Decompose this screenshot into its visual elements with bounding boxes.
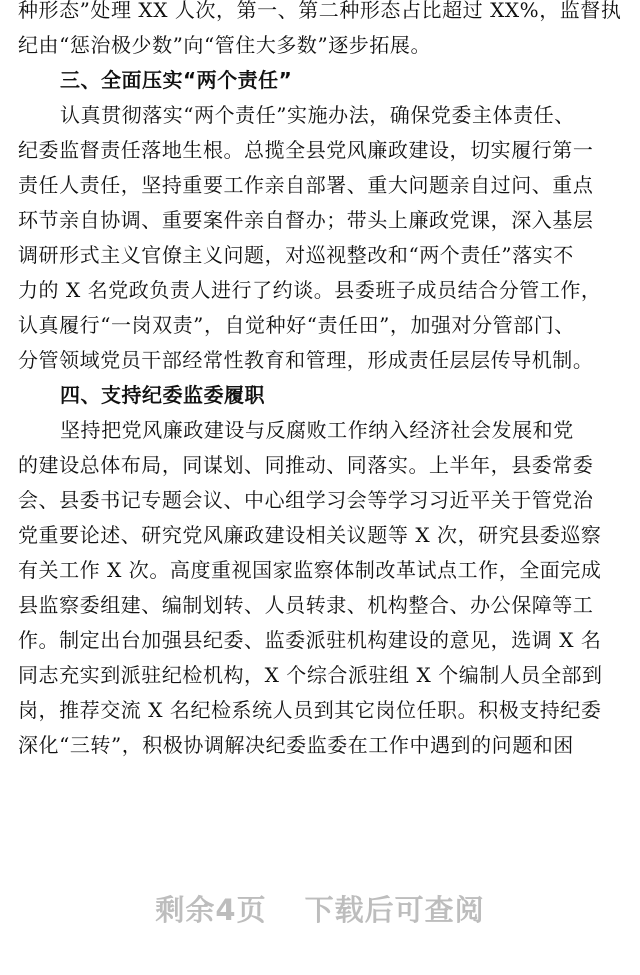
paragraph-line: 认真履行“一岗双责”，自觉种好“责任田”，加强对分管部门、 <box>18 313 575 337</box>
paragraph-line: 责任人责任，坚持重要工作亲自部署、重大问题亲自过问、重点 <box>18 173 594 197</box>
section-4 <box>18 381 622 759</box>
paragraph-line: 认真贯彻落实“两个责任”实施办法，确保党委主体责任、 <box>60 103 575 127</box>
paragraph-line: 岗，推荐交流 X 名纪检系统人员到其它岗位任职。积极支持纪委 <box>18 698 602 722</box>
top-paragraph <box>18 0 622 59</box>
paragraph-line: 环节亲自协调、重要案件亲自督办；带头上廉政党课，深入基层 <box>18 208 594 232</box>
paragraph-line: 坚持把党风廉政建设与反腐败工作纳入经济社会发展和党 <box>60 418 574 442</box>
document-body <box>18 0 622 759</box>
remaining-pages-label: 剩余4页 <box>155 893 267 927</box>
paragraph-line: 的建设总体布局，同谋划、同推动、同落实。上半年，县委常委 <box>18 453 594 477</box>
paragraph-line: 种形态”处理 XX 人次，第一、第二种形态占比超过 XX%，监督执 <box>18 0 622 22</box>
paragraph-line: 深化“三转”，积极协调解决纪委监委在工作中遇到的问题和困 <box>18 733 574 757</box>
download-prompt-banner[interactable] <box>0 888 640 929</box>
paragraph-line: 会、县委书记专题会议、中心组学习会等学习习近平关于管党治 <box>18 488 594 512</box>
paragraph-line: 纪由“惩治极少数”向“管住大多数”逐步拓展。 <box>18 33 431 57</box>
paragraph-line: 同志充实到派驻纪检机构，X 个综合派驻组 X 个编制人员全部到 <box>18 663 603 687</box>
paragraph-line: 党重要论述、研究党风廉政建设相关议题等 X 次，研究县委巡察 <box>18 523 602 547</box>
paragraph-line: 分管领域党员干部经常性教育和管理，形成责任层层传导机制。 <box>18 348 594 372</box>
paragraph-line: 作。制定出台加强县纪委、监委派驻机构建设的意见，选调 X 名 <box>18 628 602 652</box>
paragraph-line: 县监察委组建、编制划转、人员转隶、机构整合、办公保障等工 <box>18 593 594 617</box>
section-3 <box>18 66 622 374</box>
paragraph-line: 纪委监督责任落地生根。总揽全县党风廉政建设，切实履行第一 <box>18 138 594 162</box>
paragraph-line: 有关工作 X 次。高度重视国家监察体制改革试点工作，全面完成 <box>18 558 602 582</box>
download-to-view-label: 下载后可查阅 <box>304 893 485 927</box>
section-3-heading: 三、全面压实“两个责任” <box>60 68 293 92</box>
paragraph-line: 调研形式主义官僚主义问题，对巡视整改和“两个责任”落实不 <box>18 243 574 267</box>
section-4-heading: 四、支持纪委监委履职 <box>60 383 265 407</box>
paragraph-line: 力的 X 名党政负责人进行了约谈。县委班子成员结合分管工作， <box>18 278 602 302</box>
